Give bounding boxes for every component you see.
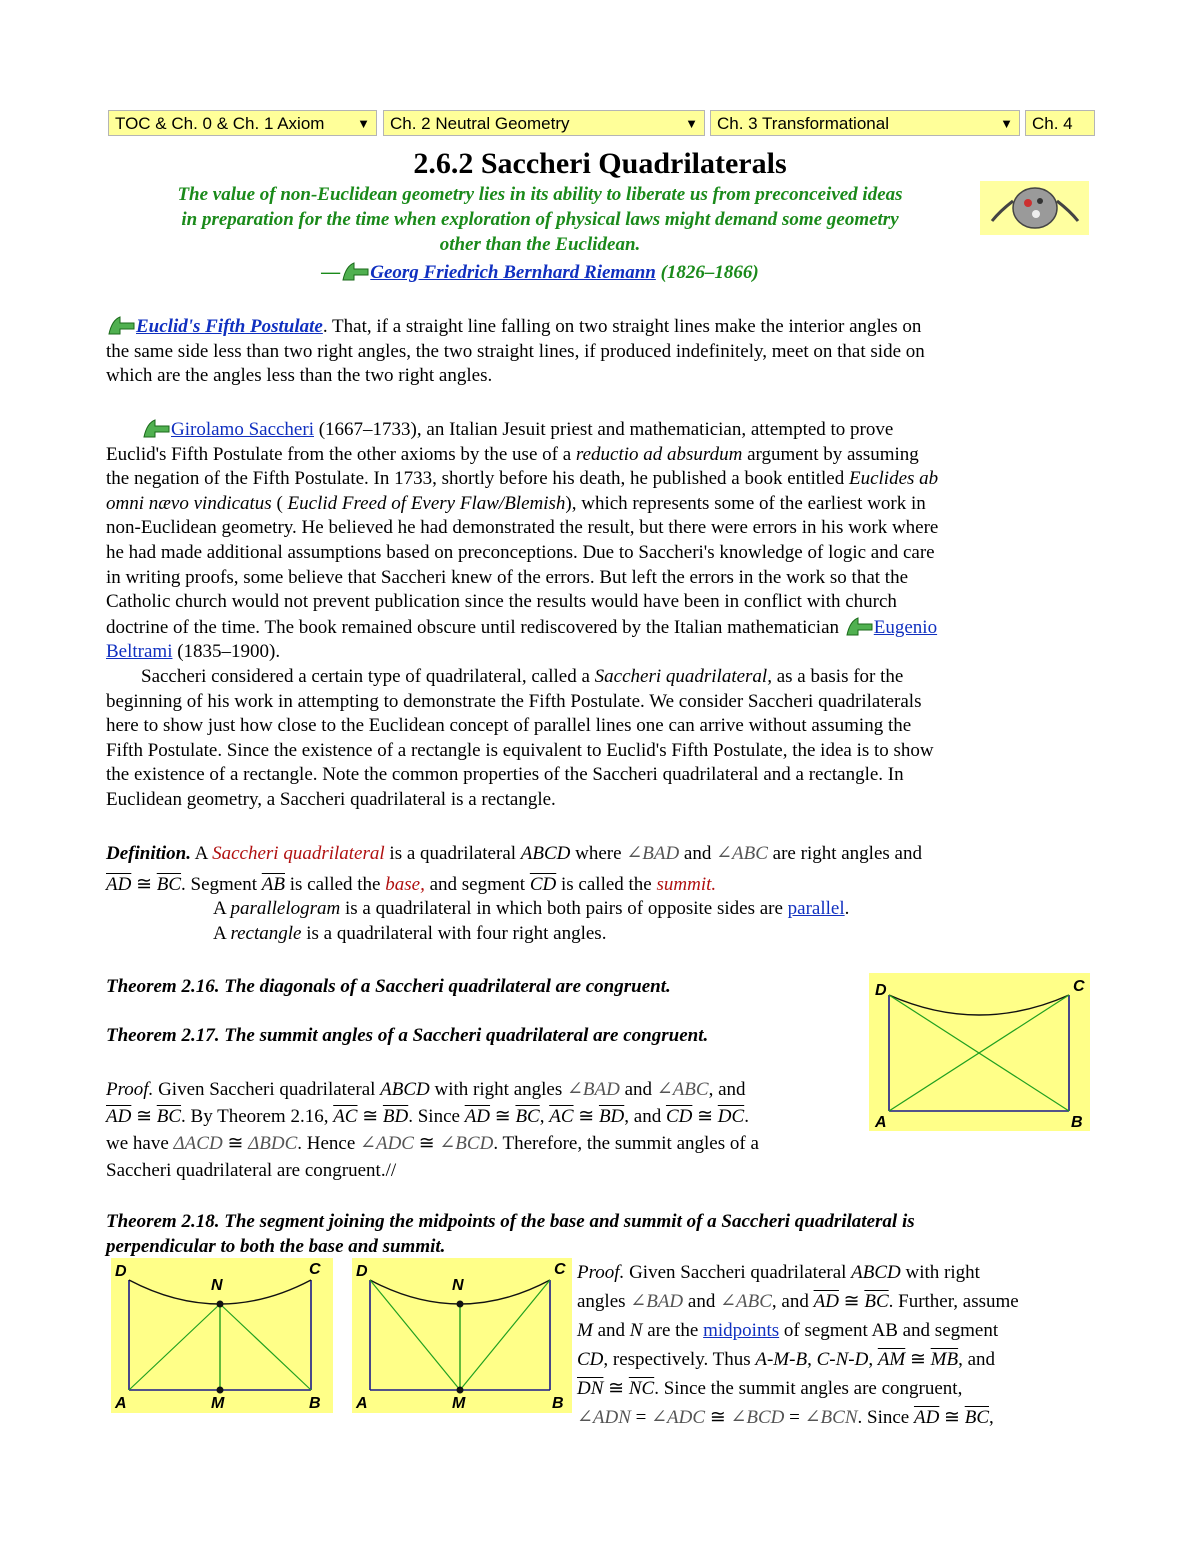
math: C-N-D (816, 1349, 869, 1370)
text: Given Saccheri quadrilateral (153, 1079, 381, 1100)
math: ∠ADC (360, 1133, 414, 1154)
vertex-label: N (452, 1277, 464, 1294)
term: summit. (656, 873, 717, 895)
math: ≅ (838, 1291, 865, 1312)
text: , (868, 1349, 878, 1370)
text: , and (771, 1291, 814, 1312)
vertex-label: C (1073, 978, 1085, 995)
text: ), which represents some of the earliest work in (565, 492, 926, 514)
dropdown-arrow-icon: ▼ (1000, 116, 1013, 131)
text: non-Euclidean geometry. He believed he had demonstrated the result, but there were errors in his work where (106, 517, 939, 539)
segment-md (370, 1280, 460, 1390)
vertex-label: A (875, 1114, 887, 1131)
term: parallelogram (230, 898, 341, 920)
math: $\overline{CD}$ (529, 873, 557, 895)
vertex-label: B (1071, 1114, 1083, 1131)
segment-bn (220, 1304, 311, 1390)
math: ∠BCD (730, 1407, 785, 1428)
math: $\overline{DN}$ (577, 1378, 604, 1399)
quote-attribution (105, 260, 975, 284)
chapter-select-label: Ch. 4 (1032, 114, 1073, 133)
riemann-thumbnail[interactable] (980, 181, 1089, 235)
vertex-label: D (875, 982, 887, 999)
math: ≅ (490, 1106, 516, 1127)
text: doctrine of the time. The book remained obscure until rediscovered by the Italian mathematician (106, 616, 844, 638)
math: ≅ (131, 1106, 157, 1127)
saccheri-paragraph (106, 417, 1096, 813)
proof-label: Proof. (106, 1079, 154, 1100)
math: $\overline{AC}$ (333, 1106, 358, 1127)
math: M (577, 1320, 593, 1341)
midpoints-link[interactable]: midpoints (703, 1320, 780, 1341)
text: Theorem 2.18. The segment joining the midpoints of the base and summit of a Saccheri quadrilateral is (106, 1211, 915, 1232)
math: $\overline{AD}$ (106, 873, 132, 895)
chapter-select-ch3[interactable] (710, 110, 1020, 136)
text: reductio ad absurdum (575, 443, 743, 465)
text: is called the (556, 873, 657, 895)
text: Euclides ab (848, 468, 939, 490)
fifth-postulate-link[interactable]: Euclid's Fifth Postulate (136, 316, 323, 337)
math: ≅ (357, 1106, 383, 1127)
math: = (784, 1407, 805, 1428)
math: ΔACD (173, 1133, 223, 1154)
vertex-label: D (115, 1263, 127, 1280)
text: Catholic church would not prevent publication since the results would have been in conflict with church (106, 591, 897, 613)
text: argument by assuming (742, 443, 919, 465)
text: in writing proofs, some believe that Saccheri knew of the errors. But left the errors in the work so that the (106, 566, 908, 588)
chapter-select-ch2[interactable] (383, 110, 705, 136)
math: CD (577, 1349, 604, 1370)
sphere-icon (980, 181, 1089, 235)
proof-2-18 (577, 1258, 1097, 1432)
vertex-label: M (211, 1395, 225, 1412)
math: ∠BAD (626, 843, 680, 864)
math: ≅ (131, 873, 157, 895)
text: and segment (424, 873, 530, 895)
parallel-link[interactable]: parallel (787, 898, 845, 920)
text: , and (708, 1079, 746, 1100)
math: ∠BAD (630, 1291, 684, 1312)
text: . (844, 898, 850, 920)
text: , (989, 1407, 994, 1428)
math: $\overline{BD}$ (382, 1106, 409, 1127)
math: $\overline{CD}$ (665, 1106, 693, 1127)
math: $\overline{BC}$ (156, 873, 182, 895)
saccheri-link[interactable]: Girolamo Saccheri (171, 419, 314, 440)
quote-line: other than the Euclidean. (439, 234, 641, 255)
math: ≅ (692, 1106, 718, 1127)
definition-label: Definition. (106, 843, 191, 864)
text: the negation of the Fifth Postulate. In 1733, shortly before his death, he published a book entitled (106, 468, 849, 490)
math: $\overline{AB}$ (261, 873, 285, 895)
text: Saccheri quadrilateral, (594, 665, 772, 687)
text: are right angles and (767, 843, 922, 864)
text: , respectively. Thus (603, 1349, 756, 1370)
math: $\overline{BC}$ (156, 1106, 182, 1127)
proof-2-17 (106, 1076, 866, 1184)
beltrami-link[interactable]: Eugenio (873, 616, 938, 638)
math: ∠ADC (651, 1407, 706, 1428)
text: Euclidean geometry, a Saccheri quadrilateral is a rectangle. (106, 788, 556, 810)
fifth-postulate-paragraph (106, 314, 1096, 389)
text: Saccheri quadrilateral are congruent.// (106, 1160, 397, 1181)
math: ≅ (705, 1407, 731, 1428)
text: and (592, 1320, 630, 1341)
text: with right angles (429, 1079, 567, 1100)
segment-mc (460, 1280, 550, 1390)
text: , and (624, 1106, 666, 1127)
text: , and (958, 1349, 996, 1370)
text: . Further, assume (888, 1291, 1019, 1312)
text: omni nævo vindicatus (106, 492, 272, 514)
riemann-link[interactable]: Georg Friedrich Bernhard Riemann (370, 262, 656, 283)
chapter-select-toc[interactable] (108, 110, 377, 136)
vertex-label: C (309, 1261, 321, 1278)
math: ABCD (380, 1079, 430, 1100)
math: ∠ABC (656, 1079, 709, 1100)
term: Saccheri quadrilateral (212, 843, 385, 864)
math: $\overline{AD}$ (464, 1106, 491, 1127)
term: rectangle (230, 922, 302, 944)
segment-an (129, 1304, 220, 1390)
text: we have (106, 1133, 174, 1154)
theorem-2-18 (106, 1209, 915, 1259)
point-n (217, 1301, 224, 1308)
figure-saccheri-diagonals (869, 973, 1090, 1131)
vertex-label: A (356, 1395, 368, 1412)
dropdown-arrow-icon: ▼ (357, 116, 370, 131)
chapter-select-label: TOC & Ch. 0 & Ch. 1 Axiom (115, 114, 325, 133)
text: . (744, 1106, 749, 1127)
dropdown-arrow-icon: ▼ (685, 116, 698, 131)
math: A-M-B (755, 1349, 808, 1370)
math: $\overline{MB}$ (930, 1349, 959, 1370)
math: ≅ (573, 1106, 599, 1127)
term: base, (385, 873, 425, 895)
chapter-select-label: Ch. 3 Transformational (717, 114, 889, 133)
point-n (457, 1301, 464, 1308)
text: beginning of his work in attempting to demonstrate the Fifth Postulate. We consider Saccheri quadrilaterals (106, 690, 922, 712)
point-m (217, 1387, 224, 1394)
figure-midpoints-2 (352, 1258, 572, 1413)
link-arrow-icon (106, 314, 136, 336)
math: ∠BCN (804, 1407, 858, 1428)
text: with right (900, 1262, 980, 1283)
text: he had made additional assumptions based on preconceptions. Due to Saccheri's knowledge of logic and care (106, 541, 935, 563)
vertex-label: B (552, 1395, 564, 1412)
text: . Hence (297, 1133, 361, 1154)
text: the same side less than two right angles, the two straight lines, if produced indefinitely, meet on that side on (106, 340, 925, 362)
text: . By Theorem 2.16, (181, 1106, 334, 1127)
text: is a quadrilateral in which both pairs of opposite sides are (340, 898, 788, 920)
math: ∠ABC (720, 1291, 772, 1312)
text: . Since (408, 1106, 465, 1127)
math: $\overline{AD}$ (813, 1291, 839, 1312)
beltrami-link[interactable]: Beltrami (106, 641, 173, 663)
text: (1835–1900). (172, 641, 281, 663)
text: ( (271, 492, 288, 514)
vertex-label: D (356, 1263, 368, 1280)
link-arrow-icon (340, 260, 370, 282)
theorem-2-16: Theorem 2.16. The diagonals of a Saccheri quadrilateral are congruent. (106, 976, 671, 997)
math: ABCD (851, 1262, 901, 1283)
math: ∠ABC (716, 843, 768, 864)
text: and (679, 843, 717, 864)
link-arrow-icon (141, 417, 171, 439)
text: . Since the summit angles are congruent, (654, 1378, 963, 1399)
text: as a basis for the (771, 665, 904, 687)
text: is called the (285, 873, 386, 895)
page-title: 2.6.2 Saccheri Quadrilaterals (413, 147, 787, 180)
chapter-select-ch4[interactable] (1025, 110, 1095, 136)
math: $\overline{BC}$ (864, 1291, 889, 1312)
math: $\overline{AD}$ (106, 1106, 132, 1127)
text: Saccheri considered a certain type of quadrilateral, called a (141, 665, 595, 687)
text: where (570, 843, 627, 864)
math: $\overline{BC}$ (515, 1106, 540, 1127)
text: here to show just how close to the Euclidean concept of parallel lines one can arrive without assuming the (106, 715, 912, 737)
text: angles (577, 1291, 631, 1312)
quote-line: The value of non-Euclidean geometry lies in its ability to liberate us from preconceived ideas (177, 184, 903, 205)
text: Given Saccheri quadrilateral (624, 1262, 852, 1283)
math: ≅ (939, 1407, 965, 1428)
text: A (213, 922, 231, 944)
text: which are the angles less than the two right angles. (106, 365, 493, 387)
text: of segment AB and segment (779, 1320, 999, 1341)
text: . Segment (181, 873, 262, 895)
text: perpendicular to both the base and summit. (106, 1236, 446, 1257)
text: Fifth Postulate. Since the existence of a rectangle is equivalent to Euclid's Fifth Postulate, the idea is to show (106, 739, 934, 761)
math: ABCD (520, 843, 571, 864)
math: ≅ (222, 1133, 249, 1154)
text: . That, if a straight line falling on two straight lines make the interior angles on (322, 316, 922, 337)
text: A (190, 843, 213, 864)
text: and (683, 1291, 721, 1312)
definition-block (106, 842, 1096, 946)
text: , (539, 1106, 550, 1127)
math: ≅ (603, 1378, 629, 1399)
text: . Therefore, the summit angles of a (493, 1133, 759, 1154)
math: $\overline{DC}$ (717, 1106, 745, 1127)
point-m (457, 1387, 464, 1394)
math: $\overline{BD}$ (598, 1106, 625, 1127)
text: is a quadrilateral (384, 843, 521, 864)
math: $\overline{NC}$ (628, 1378, 655, 1399)
text: is a quadrilateral with four right angles. (301, 922, 607, 944)
link-arrow-icon (844, 615, 874, 637)
chapter-select-label: Ch. 2 Neutral Geometry (390, 114, 570, 133)
math: $\overline{AD}$ (913, 1407, 940, 1428)
math: ≅ (905, 1349, 931, 1370)
text: . Since (857, 1407, 914, 1428)
text: (1667–1733), an Italian Jesuit priest and mathematician, attempted to prove (313, 419, 894, 440)
text: A (213, 898, 231, 920)
text: and (619, 1079, 657, 1100)
vertex-label: B (309, 1395, 321, 1412)
quote-line: in preparation for the time when exploration of physical laws might demand some geometry (181, 209, 899, 230)
dash: — (321, 262, 341, 283)
vertex-label: A (115, 1395, 127, 1412)
math: ∠BCD (439, 1133, 494, 1154)
text: Euclid Freed of Every Flaw/Blemish (287, 492, 566, 514)
math: $\overline{AC}$ (549, 1106, 574, 1127)
vertex-label: M (452, 1395, 466, 1412)
figure-midpoints-1 (111, 1258, 333, 1413)
math: $\overline{BC}$ (964, 1407, 989, 1428)
math: N (629, 1320, 643, 1341)
vertex-label: N (211, 1277, 223, 1294)
proof-label: Proof. (577, 1262, 625, 1283)
math: = (630, 1407, 652, 1428)
text: the existence of a rectangle. Note the common properties of the Saccheri quadrilateral and a rectangle. In (106, 764, 904, 786)
vertex-label: C (554, 1261, 566, 1278)
theorem-2-17: Theorem 2.17. The summit angles of a Saccheri quadrilateral are congruent. (106, 1025, 709, 1046)
text: are the (642, 1320, 704, 1341)
math: ∠ADN (577, 1407, 631, 1428)
math: ≅ (413, 1133, 440, 1154)
math: $\overline{AM}$ (877, 1349, 906, 1370)
math: ∠BAD (566, 1079, 620, 1100)
math: ΔBDC (248, 1133, 298, 1154)
years: (1826–1866) (655, 262, 759, 283)
text: , (807, 1349, 817, 1370)
text: Euclid's Fifth Postulate from the other axioms by the use of a (106, 443, 576, 465)
